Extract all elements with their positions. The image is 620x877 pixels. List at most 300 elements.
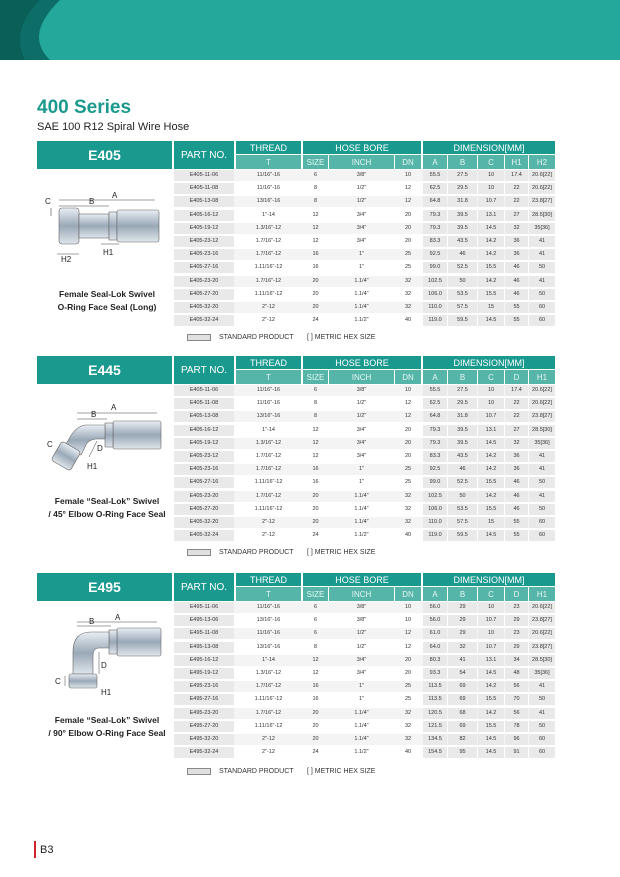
cell-dim-1: 119.0 bbox=[423, 315, 447, 326]
cell-dn: 12 bbox=[404, 185, 412, 192]
cell-dim-2: 59.5 bbox=[448, 315, 477, 326]
table-row bbox=[174, 530, 555, 541]
cell-dn: 20 bbox=[404, 426, 412, 433]
cell-dim-3: 10 bbox=[478, 398, 504, 409]
cell-dim-4: 27 bbox=[505, 210, 528, 221]
cell-dim-4: 55 bbox=[505, 530, 528, 541]
cell-part-no: E495-19-12 bbox=[174, 668, 234, 679]
cell-size: 8 bbox=[313, 643, 318, 650]
cell-dim-4: 96 bbox=[505, 734, 528, 745]
cell-inch: 3/4" bbox=[356, 211, 367, 218]
cell-part-no: E495-13-06 bbox=[174, 615, 234, 626]
cell-inch: 1.1/4" bbox=[354, 736, 369, 742]
cell-dn: 40 bbox=[404, 532, 412, 539]
dim-c-subheader: C bbox=[478, 370, 504, 384]
table-row bbox=[174, 451, 555, 462]
cell-part-no: E405-27-20 bbox=[174, 504, 234, 515]
cell-dim-4: 22 bbox=[505, 183, 528, 194]
cell-dim-3: 14.2 bbox=[478, 491, 504, 502]
cell-part-no: E405-19-12 bbox=[174, 223, 234, 234]
cell-part-no: E405-11-06 bbox=[174, 170, 234, 181]
cell-dim-5: 41 bbox=[529, 681, 555, 692]
cell-part-no: E495-23-16 bbox=[174, 681, 234, 692]
cell-dim-4: 36 bbox=[505, 464, 528, 475]
dim-label-a: A bbox=[111, 403, 117, 412]
cell-inch: 1/2" bbox=[356, 198, 367, 205]
product-block-e405 bbox=[37, 141, 555, 346]
cell-dim-2: 59.5 bbox=[448, 530, 477, 541]
table-row bbox=[174, 223, 555, 234]
legend-standard: STANDARD PRODUCT bbox=[219, 334, 294, 341]
cell-dn: 20 bbox=[404, 211, 412, 218]
cell-dn: 20 bbox=[404, 238, 412, 244]
dim-label-h1: H1 bbox=[101, 688, 112, 697]
table-row bbox=[174, 183, 555, 194]
thread-subheader: T bbox=[236, 587, 301, 601]
cell-dn: 32 bbox=[404, 736, 412, 742]
cell-dim-4: 32 bbox=[505, 223, 528, 234]
cell-dim-4: 23 bbox=[505, 602, 528, 613]
dim-label-d: D bbox=[101, 661, 107, 670]
cell-dn: 32 bbox=[404, 505, 412, 512]
cell-dim-1: 64.8 bbox=[423, 411, 447, 422]
cell-dim-1: 121.5 bbox=[423, 721, 447, 732]
cell-dim-5: 20.6[22] bbox=[529, 602, 555, 613]
cell-dim-5: 60 bbox=[529, 517, 555, 528]
dn-subheader: DN bbox=[395, 587, 421, 601]
cell-size: 20 bbox=[312, 709, 319, 716]
cell-dim-2: 32 bbox=[448, 642, 477, 653]
cell-inch: 1.1/4" bbox=[354, 519, 369, 525]
cell-part-no: E405-23-20 bbox=[174, 276, 234, 287]
cell-thread: 13/16"-16 bbox=[256, 643, 281, 650]
table-row bbox=[174, 655, 555, 666]
cell-dim-2: 29 bbox=[448, 615, 477, 626]
cell-size: 20 bbox=[312, 492, 319, 499]
table-header bbox=[37, 573, 555, 601]
cell-dn: 32 bbox=[404, 492, 412, 499]
cell-dim-4: 36 bbox=[505, 249, 528, 260]
cell-thread: 1.11/16"-12 bbox=[254, 479, 283, 486]
cell-dim-4: 36 bbox=[505, 451, 528, 462]
caption-line-1: Female “Seal-Lok” Swivel bbox=[54, 496, 160, 506]
cell-dim-1: 79.3 bbox=[423, 223, 447, 234]
cell-dim-4: 46 bbox=[505, 276, 528, 287]
cell-dim-5: 41 bbox=[529, 451, 555, 462]
cell-dim-1: 61.0 bbox=[423, 628, 447, 639]
size-subheader: SIZE bbox=[303, 587, 328, 601]
cell-dim-1: 56.0 bbox=[423, 602, 447, 613]
dim-h2-subheader: H2 bbox=[529, 155, 555, 169]
cell-dim-4: 17.4 bbox=[505, 385, 528, 396]
cell-dim-1: 83.3 bbox=[423, 236, 447, 247]
cell-thread: 1.7/16"-12 bbox=[255, 453, 282, 459]
cell-part-no: E495-11-06 bbox=[174, 602, 234, 613]
cell-dim-5: 35[36] bbox=[529, 223, 555, 234]
standard-product-swatch bbox=[187, 549, 211, 556]
cell-dim-3: 15.5 bbox=[478, 504, 504, 515]
cell-dim-5: 41 bbox=[529, 236, 555, 247]
cell-part-no: E495-27-20 bbox=[174, 721, 234, 732]
model-name: E495 bbox=[37, 573, 172, 601]
cell-dim-4: 91 bbox=[505, 747, 528, 758]
cell-part-no: E405-13-08 bbox=[174, 411, 234, 422]
cell-dn: 10 bbox=[404, 387, 412, 393]
cell-thread: 1.7/16"-12 bbox=[255, 277, 282, 284]
cell-inch: 1" bbox=[358, 251, 364, 258]
cell-part-no: E495-16-12 bbox=[174, 655, 234, 666]
cell-size: 20 bbox=[312, 290, 319, 297]
cell-inch: 3/8" bbox=[356, 387, 367, 393]
table-row bbox=[174, 491, 555, 502]
cell-thread: 2"-12 bbox=[262, 532, 275, 539]
cell-dn: 12 bbox=[404, 400, 412, 407]
cell-size: 12 bbox=[312, 439, 319, 446]
cell-dim-1: 119.0 bbox=[423, 530, 447, 541]
cell-dn: 20 bbox=[404, 670, 412, 676]
cell-size: 24 bbox=[312, 317, 319, 324]
cell-dim-1: 154.5 bbox=[423, 747, 447, 758]
cell-dn: 12 bbox=[404, 413, 412, 420]
cell-dn: 32 bbox=[404, 277, 412, 284]
cell-inch: 3/4" bbox=[356, 670, 367, 676]
table-row bbox=[174, 425, 555, 436]
cell-dim-3: 14.2 bbox=[478, 451, 504, 462]
cell-size: 16 bbox=[312, 696, 319, 703]
dim-label-c: C bbox=[45, 197, 51, 206]
model-name: E405 bbox=[37, 141, 172, 169]
cell-dim-2: 57.5 bbox=[448, 517, 477, 528]
cell-dim-2: 53.5 bbox=[448, 289, 477, 300]
cell-dim-3: 15.5 bbox=[478, 477, 504, 488]
cell-inch: 3/4" bbox=[356, 453, 367, 459]
cell-dim-5: 23.8[27] bbox=[529, 411, 555, 422]
cell-dim-1: 80.3 bbox=[423, 655, 447, 666]
dim-c-subheader: C bbox=[478, 155, 504, 169]
cell-dim-1: 110.0 bbox=[423, 302, 447, 313]
cell-size: 8 bbox=[313, 413, 318, 420]
cell-size: 20 bbox=[312, 277, 319, 284]
cell-dim-1: 64.8 bbox=[423, 196, 447, 207]
dim-label-d: D bbox=[97, 444, 103, 453]
cell-part-no: E495-32-24 bbox=[174, 747, 234, 758]
cell-part-no: E405-19-12 bbox=[174, 438, 234, 449]
cell-part-no: E405-16-12 bbox=[174, 425, 234, 436]
cell-thread: 2"-12 bbox=[262, 519, 275, 525]
dim-label-h1: H1 bbox=[103, 248, 114, 257]
cell-size: 12 bbox=[312, 656, 319, 663]
cell-dim-2: 68 bbox=[448, 708, 477, 719]
cell-dim-2: 52.5 bbox=[448, 262, 477, 273]
cell-dn: 20 bbox=[404, 656, 412, 663]
cell-dim-1: 99.0 bbox=[423, 477, 447, 488]
table-row bbox=[174, 517, 555, 528]
cell-dim-2: 52.5 bbox=[448, 477, 477, 488]
table-row bbox=[174, 438, 555, 449]
table-row bbox=[174, 504, 555, 515]
cell-dim-5: 60 bbox=[529, 315, 555, 326]
cell-dim-4: 55 bbox=[505, 302, 528, 313]
cell-dim-3: 13.1 bbox=[478, 655, 504, 666]
caption-line-2: / 45° Elbow O-Ring Face Seal bbox=[48, 509, 166, 519]
cell-dim-1: 79.3 bbox=[423, 425, 447, 436]
cell-dim-1: 92.5 bbox=[423, 249, 447, 260]
table-row bbox=[174, 236, 555, 247]
table-row bbox=[174, 734, 555, 745]
cell-thread: 11/16"-16 bbox=[256, 630, 281, 637]
dim-h1-subheader: H1 bbox=[529, 370, 555, 384]
cell-thread: 1.11/16"-12 bbox=[254, 264, 283, 271]
cell-thread: 2"-12 bbox=[262, 317, 275, 324]
cell-part-no: E495-32-20 bbox=[174, 734, 234, 745]
cell-dim-2: 39.5 bbox=[448, 223, 477, 234]
cell-dim-4: 34 bbox=[505, 655, 528, 666]
table-row bbox=[174, 170, 555, 181]
cell-dn: 32 bbox=[404, 709, 412, 716]
product-block-e495 bbox=[37, 573, 555, 783]
size-subheader: SIZE bbox=[303, 155, 328, 169]
cell-size: 24 bbox=[312, 532, 319, 539]
page-marker bbox=[34, 841, 36, 858]
cell-part-no: E495-23-20 bbox=[174, 708, 234, 719]
cell-dim-5: 41 bbox=[529, 464, 555, 475]
cell-size: 16 bbox=[312, 479, 319, 486]
cell-size: 6 bbox=[313, 387, 318, 393]
cell-inch: 1.1/4" bbox=[354, 277, 369, 284]
cell-thread: 1.7/16"-12 bbox=[255, 238, 282, 244]
cell-dim-4: 23 bbox=[505, 628, 528, 639]
cell-dim-3: 10 bbox=[478, 602, 504, 613]
dim-label-h2: H2 bbox=[61, 255, 72, 264]
cell-part-no: E405-16-12 bbox=[174, 210, 234, 221]
cell-dim-1: 106.0 bbox=[423, 504, 447, 515]
cell-dim-5: 41 bbox=[529, 249, 555, 260]
part-no-header: PART NO. bbox=[174, 141, 234, 169]
series-subtitle: SAE 100 R12 Spiral Wire Hose bbox=[37, 121, 190, 133]
cell-dim-5: 50 bbox=[529, 477, 555, 488]
cell-dim-4: 46 bbox=[505, 289, 528, 300]
cell-thread: 11/16"-16 bbox=[256, 387, 281, 393]
hose-bore-header: HOSE BORE bbox=[303, 356, 421, 369]
cell-part-no: E405-27-16 bbox=[174, 477, 234, 488]
cell-part-no: E405-32-24 bbox=[174, 315, 234, 326]
dim-a-subheader: A bbox=[423, 155, 447, 169]
cell-size: 6 bbox=[313, 617, 318, 624]
table-row bbox=[174, 668, 555, 679]
cell-dn: 32 bbox=[404, 519, 412, 525]
cell-part-no: E405-23-12 bbox=[174, 451, 234, 462]
cell-dim-4: 17.4 bbox=[505, 170, 528, 181]
cell-dim-3: 10.7 bbox=[478, 411, 504, 422]
table-row bbox=[174, 249, 555, 260]
cell-inch: 1" bbox=[358, 466, 364, 473]
table-header bbox=[37, 141, 555, 169]
cell-dim-2: 29.5 bbox=[448, 183, 477, 194]
cell-part-no: E405-32-20 bbox=[174, 517, 234, 528]
cell-dim-5: 20.6[22] bbox=[529, 170, 555, 181]
legend-metric: [ ] METRIC HEX SIZE bbox=[307, 549, 376, 556]
cell-dim-2: 69 bbox=[448, 694, 477, 705]
table-row bbox=[174, 411, 555, 422]
dimension-header: DIMENSION[MM] bbox=[423, 573, 555, 586]
cell-thread: 1.11/16"-12 bbox=[254, 505, 283, 512]
dn-subheader: DN bbox=[395, 370, 421, 384]
cell-part-no: E405-11-06 bbox=[174, 385, 234, 396]
standard-product-swatch bbox=[187, 334, 211, 341]
cell-dim-2: 50 bbox=[448, 491, 477, 502]
cell-dn: 40 bbox=[404, 317, 412, 324]
size-subheader: SIZE bbox=[303, 370, 328, 384]
cell-inch: 1/2" bbox=[356, 185, 367, 192]
cell-part-no: E405-11-08 bbox=[174, 183, 234, 194]
cell-dim-5: 60 bbox=[529, 302, 555, 313]
dim-d-subheader: D bbox=[505, 587, 528, 601]
cell-dim-5: 50 bbox=[529, 504, 555, 515]
cell-thread: 1"-14 bbox=[262, 656, 275, 663]
cell-inch: 1.1/2" bbox=[354, 749, 369, 756]
cell-thread: 13/16"-16 bbox=[256, 413, 281, 420]
cell-part-no: E405-32-24 bbox=[174, 530, 234, 541]
cell-dim-3: 10.7 bbox=[478, 615, 504, 626]
table-row bbox=[174, 721, 555, 732]
cell-thread: 1.11/16"-12 bbox=[254, 290, 283, 297]
cell-size: 20 bbox=[312, 736, 319, 742]
cell-dim-5: 41 bbox=[529, 708, 555, 719]
dim-label-b: B bbox=[91, 410, 97, 419]
dim-label-b: B bbox=[89, 197, 95, 206]
dim-label-c: C bbox=[47, 440, 53, 449]
hose-bore-header: HOSE BORE bbox=[303, 141, 421, 154]
cell-inch: 1" bbox=[358, 683, 364, 690]
part-no-header: PART NO. bbox=[174, 356, 234, 384]
cell-inch: 3/8" bbox=[356, 172, 367, 178]
cell-inch: 1.1/4" bbox=[354, 505, 369, 512]
cell-size: 16 bbox=[312, 251, 319, 258]
cell-dim-4: 46 bbox=[505, 504, 528, 515]
legend-standard: STANDARD PRODUCT bbox=[219, 768, 294, 775]
cell-dim-1: 62.5 bbox=[423, 398, 447, 409]
cell-dim-2: 54 bbox=[448, 668, 477, 679]
cell-dim-4: 56 bbox=[505, 681, 528, 692]
cell-dn: 12 bbox=[404, 630, 412, 637]
cell-inch: 1/2" bbox=[356, 643, 367, 650]
cell-size: 8 bbox=[313, 185, 318, 192]
cell-dim-5: 35[36] bbox=[529, 438, 555, 449]
cell-dim-4: 56 bbox=[505, 708, 528, 719]
cell-dim-5: 23.8[27] bbox=[529, 642, 555, 653]
cell-dim-2: 57.5 bbox=[448, 302, 477, 313]
cell-size: 16 bbox=[312, 466, 319, 473]
table-row bbox=[174, 276, 555, 287]
cell-dim-2: 39.5 bbox=[448, 425, 477, 436]
cell-inch: 1.1/4" bbox=[354, 722, 369, 729]
cell-dim-2: 69 bbox=[448, 681, 477, 692]
cell-dn: 25 bbox=[404, 696, 412, 703]
cell-dim-3: 14.5 bbox=[478, 747, 504, 758]
thread-subheader: T bbox=[236, 370, 301, 384]
cell-dn: 20 bbox=[404, 439, 412, 446]
cell-dim-3: 14.2 bbox=[478, 464, 504, 475]
cell-thread: 1.3/16"-12 bbox=[255, 439, 282, 446]
cell-dim-2: 50 bbox=[448, 276, 477, 287]
thread-header: THREAD bbox=[236, 356, 301, 369]
cell-dim-5: 41 bbox=[529, 491, 555, 502]
cell-thread: 11/16"-16 bbox=[256, 400, 281, 407]
cell-part-no: E495-13-08 bbox=[174, 642, 234, 653]
dim-label-a: A bbox=[112, 191, 118, 200]
cell-dim-1: 64.0 bbox=[423, 642, 447, 653]
product-caption bbox=[37, 288, 177, 314]
cell-dn: 20 bbox=[404, 224, 412, 231]
cell-dim-5: 23.8[27] bbox=[529, 615, 555, 626]
cell-part-no: E405-27-20 bbox=[174, 289, 234, 300]
page-number: B3 bbox=[40, 844, 54, 856]
cell-thread: 1"-14 bbox=[262, 211, 275, 218]
series-title: 400 Series bbox=[37, 97, 132, 118]
cell-inch: 1" bbox=[358, 696, 364, 703]
cell-thread: 1.7/16"-12 bbox=[255, 466, 282, 473]
cell-dim-1: 56.0 bbox=[423, 615, 447, 626]
cell-inch: 1.1/2" bbox=[354, 317, 369, 324]
cell-dim-5: 50 bbox=[529, 721, 555, 732]
cell-dim-3: 14.2 bbox=[478, 681, 504, 692]
cell-dim-3: 14.2 bbox=[478, 249, 504, 260]
cell-dim-5: 50 bbox=[529, 289, 555, 300]
cell-dim-3: 14.2 bbox=[478, 276, 504, 287]
cell-size: 12 bbox=[312, 224, 319, 231]
cell-part-no: E405-27-16 bbox=[174, 262, 234, 273]
cell-dim-4: 36 bbox=[505, 236, 528, 247]
cell-part-no: E405-32-20 bbox=[174, 302, 234, 313]
cell-dim-2: 29 bbox=[448, 602, 477, 613]
cell-dim-5: 28.5[30] bbox=[529, 210, 555, 221]
cell-dim-5: 35[36] bbox=[529, 668, 555, 679]
dim-label-h1: H1 bbox=[87, 462, 98, 471]
cell-size: 12 bbox=[312, 426, 319, 433]
inch-subheader: INCH bbox=[329, 587, 394, 601]
cell-size: 6 bbox=[313, 172, 318, 178]
thread-header: THREAD bbox=[236, 573, 301, 586]
cell-dim-4: 70 bbox=[505, 694, 528, 705]
cell-dim-2: 41 bbox=[448, 655, 477, 666]
part-no-header: PART NO. bbox=[174, 573, 234, 601]
cell-thread: 1.11/16"-12 bbox=[254, 696, 283, 703]
cell-dim-5: 20.6[22] bbox=[529, 398, 555, 409]
cell-dim-1: 79.3 bbox=[423, 438, 447, 449]
cell-dim-5: 50 bbox=[529, 262, 555, 273]
cell-part-no: E405-13-08 bbox=[174, 196, 234, 207]
cell-part-no: E405-23-16 bbox=[174, 464, 234, 475]
cell-dim-5: 28.5[30] bbox=[529, 655, 555, 666]
cell-inch: 3/4" bbox=[356, 439, 367, 446]
standard-product-swatch bbox=[187, 768, 211, 775]
table-row bbox=[174, 289, 555, 300]
cell-inch: 3/4" bbox=[356, 426, 367, 433]
cell-thread: 1.3/16"-12 bbox=[255, 670, 282, 676]
cell-size: 12 bbox=[312, 670, 319, 676]
cell-thread: 2"-12 bbox=[262, 749, 275, 756]
caption-line-2: O-Ring Face Seal (Long) bbox=[57, 302, 157, 312]
table-row bbox=[174, 302, 555, 313]
cell-dim-1: 134.5 bbox=[423, 734, 447, 745]
cell-dn: 25 bbox=[404, 479, 412, 486]
cell-thread: 13/16"-16 bbox=[256, 198, 281, 205]
cell-dim-5: 50 bbox=[529, 694, 555, 705]
cell-size: 8 bbox=[313, 400, 318, 407]
cell-inch: 1.1/4" bbox=[354, 492, 369, 499]
cell-dim-3: 14.5 bbox=[478, 223, 504, 234]
cell-dim-4: 22 bbox=[505, 398, 528, 409]
